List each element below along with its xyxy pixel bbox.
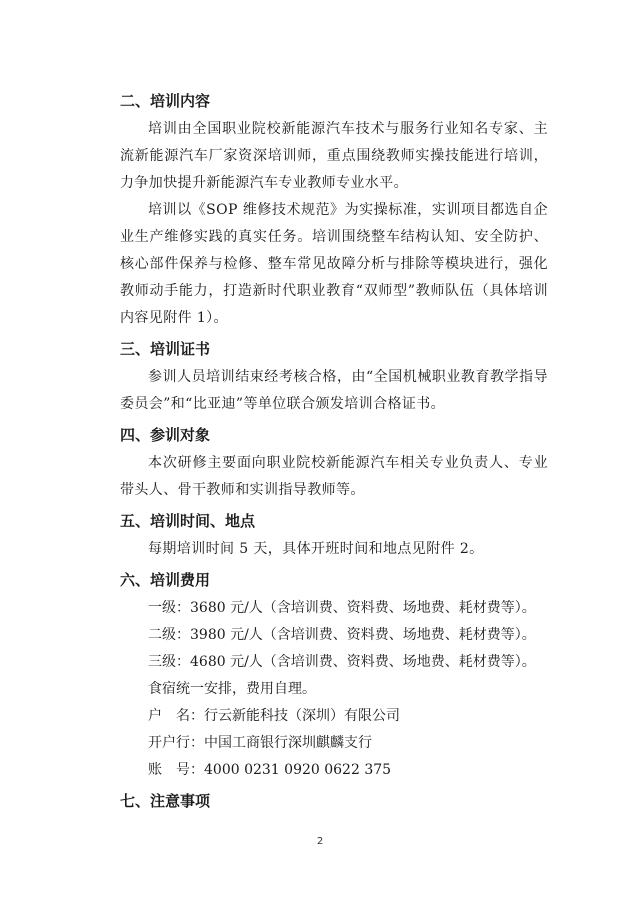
page-content: [120, 84, 548, 816]
fee-level-2: 二级：3980 元/人（含培训费、资料费、场地费、耗材费等）。: [148, 627, 536, 643]
board-lodging-note: 食宿统一安排，费用自理。: [148, 681, 316, 697]
paragraph-training-content-2: 培训以《SOP 维修技术规范》为实操标准，实训项目都选自企业生产维修实践的真实任务。培训围绕整车结构认知、安全防护、核心部件保养与检修、整车常见故障分析与排除等模块进行，强化教师动手能力，打造新时代职业教育“双师型”教师队伍（具体培训内容见附件 1）。: [120, 202, 548, 326]
account-number: 账 号：4000 0231 0920 0622 375: [148, 762, 392, 778]
paragraph-time-location: 每期培训时间 5 天，具体开班时间和地点见附件 2。: [148, 541, 484, 557]
paragraph-training-certificate: 参训人员培训结束经考核合格，由“全国机械职业教育教学指导委员会”和“比亚迪”等单位联合颁发培训合格证书。: [120, 369, 548, 412]
paragraph-trainees: 本次研修主要面向职业院校新能源汽车相关专业负责人、专业带头人、骨干教师和实训指导教师等。: [120, 455, 548, 498]
paragraph-training-content-1: 培训由全国职业院校新能源汽车技术与服务行业知名专家、主流新能源汽车厂家资深培训师，重点围绕教师实操技能进行培训，力争加快提升新能源汽车专业教师专业水平。: [120, 121, 548, 191]
heading-training-content: 二、培训内容: [120, 92, 211, 110]
heading-time-location: 五、培训时间、地点: [120, 512, 256, 530]
fee-level-1: 一级：3680 元/人（含培训费、资料费、场地费、耗材费等）。: [148, 600, 536, 616]
page-number: 2: [316, 836, 324, 847]
heading-training-certificate: 三、培训证书: [120, 340, 211, 358]
account-name: 户 名：行云新能科技（深圳）有限公司: [148, 708, 400, 724]
heading-notes: 七、注意事项: [120, 792, 211, 810]
fee-level-3: 三级：4680 元/人（含培训费、资料费、场地费、耗材费等）。: [148, 654, 536, 670]
heading-trainees: 四、参训对象: [120, 426, 211, 444]
bank-name: 开户行：中国工商银行深圳麒麟支行: [148, 735, 372, 751]
heading-training-fees: 六、培训费用: [120, 571, 211, 589]
